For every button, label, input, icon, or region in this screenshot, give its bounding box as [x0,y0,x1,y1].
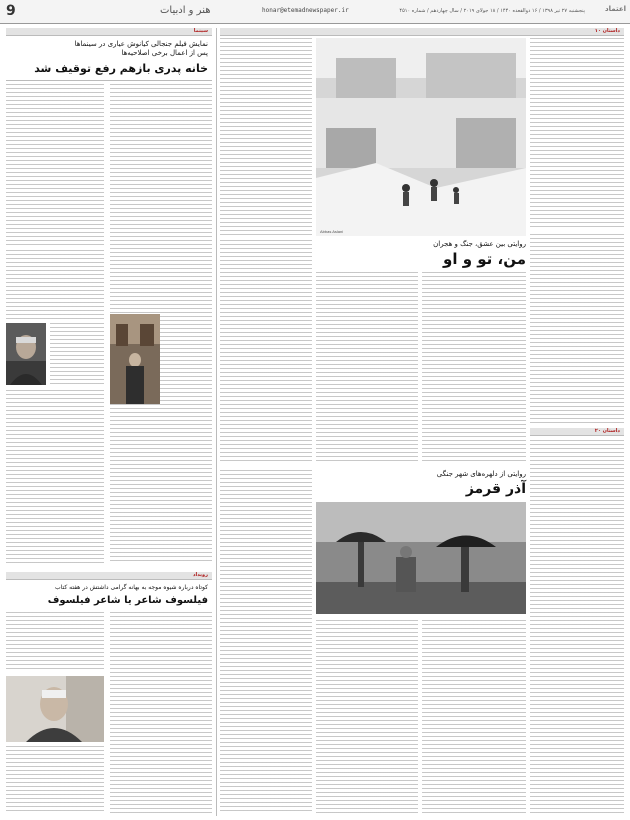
second-photo-umbrellas [316,502,526,614]
section-title: هنر و ادبیات [160,5,211,16]
section-email: honar@etemadnewspaper.ir [262,7,349,14]
books-section-bar [6,572,212,580]
article-kicker [8,40,208,58]
article-text-column [50,323,104,385]
story1-section-bar [220,28,624,36]
page-header [0,0,630,24]
article-text-column [530,234,624,424]
article-text-column [110,612,212,814]
story2-section-bar [530,428,624,436]
divider [6,80,212,81]
kicker-line-2: پس از اعمال برخی اصلاحیه‌ها [121,49,208,57]
director-photo [6,323,46,385]
books-tag: رویداد [192,572,208,578]
article-text-column [422,620,526,814]
books-headline: فیلسوف شاعر یا شاعر فیلسوف [47,595,208,606]
article-text-column [6,612,104,672]
article-text-column [220,470,312,814]
article-text-column [316,272,418,462]
kicker-line-1: نمایش فیلم جنجالی کیانوش عیاری در سینماها [74,40,208,48]
page-number: 9 [6,3,16,19]
column-divider [216,28,217,816]
article-text-column [316,620,418,814]
books-kicker: کوتاه درباره شیوه موجه به بهانه گرامی داشتش در هفته کتاب [55,584,208,591]
story2-kicker: روایتی از دلهره‌های شهر جنگی [436,470,526,478]
cinema-section-bar [6,28,212,36]
article-text-column [6,746,104,814]
article-headline: خانه پدری بازهم رفع توقیف شد [34,62,208,75]
newspaper-logo: اعتماد [605,5,626,13]
article-text-column [6,250,104,320]
issue-line: پنجشنبه ۲۷ تیر ۱۳۹۸ / ۱۶ ذوالقعده ۱۴۴۰ / ۱۸ جولای ۲۰۱۹ / سال چهاردهم / شماره ۴۵۱۰ [399,8,585,14]
story2-headline: آذر قرمز [465,481,526,497]
article-text-column [220,38,312,236]
story2-tag: داستان ۲۰ [594,428,620,434]
article-text-column [6,390,104,566]
photo-credit: Abbas Aslani [320,229,344,234]
main-photo-ruins [316,38,526,236]
article-text-column [220,240,312,462]
article-text-column [6,84,104,246]
article-text-column [422,272,526,462]
author-portrait-photo [6,676,104,742]
story1-kicker: روایتی بین عشق، جنگ و هجران [433,240,526,248]
story1-headline: من، تو و او [443,250,526,268]
article-text-column [530,38,624,230]
film-still-photo [110,314,160,404]
story1-tag: داستان ۱۰ [594,28,620,34]
article-text-column [530,440,624,814]
cinema-tag: سینما [193,28,208,34]
